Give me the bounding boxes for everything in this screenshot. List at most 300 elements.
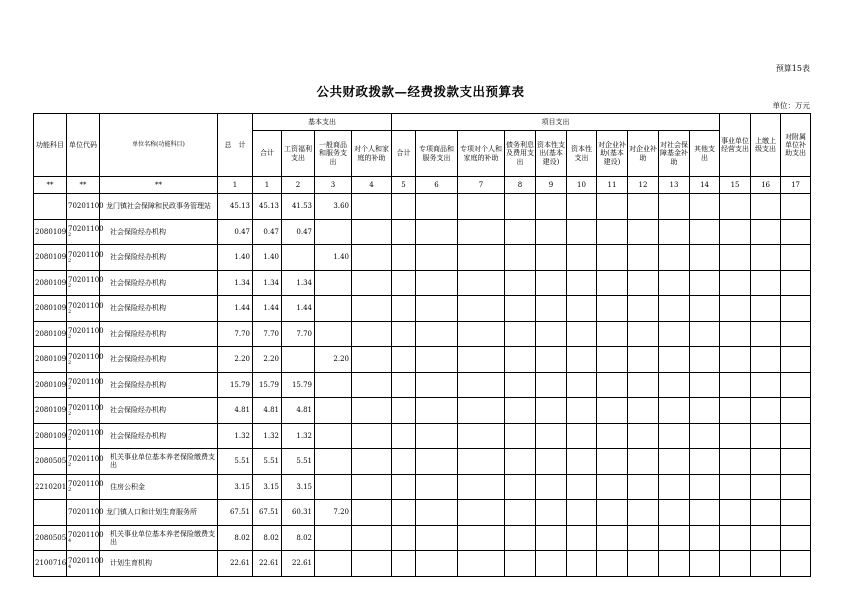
empty-cell — [567, 500, 597, 526]
func-code-cell — [34, 194, 67, 220]
unit-name-cell: 社会保险经办机构 — [100, 321, 218, 347]
total-cell: 4.81 — [218, 398, 253, 424]
unit-name-cell: 计划生育机构 — [100, 551, 218, 577]
empty-cell — [720, 449, 751, 475]
basic-total-cell: 1.40 — [253, 245, 282, 271]
basic-total-cell: 0.47 — [253, 219, 282, 245]
empty-cell — [751, 270, 781, 296]
header-unit-code: 单位代码 — [67, 114, 100, 177]
basic-total-cell: 67.51 — [253, 500, 282, 526]
unit-label: 单位：万元 — [772, 101, 810, 110]
column-index-cell: 11 — [597, 177, 628, 194]
table-row — [34, 500, 811, 526]
personal-subsidy-cell — [352, 296, 392, 322]
personal-subsidy-cell — [352, 398, 392, 424]
unit-code-cell: 70201100 2 — [67, 474, 100, 500]
func-code-cell: 2080109 — [34, 270, 67, 296]
column-index-cell: ** — [34, 177, 67, 194]
column-index-cell: 6 — [416, 177, 458, 194]
empty-cell — [458, 372, 505, 398]
header-upper-payment: 上缴上级支出 — [751, 114, 781, 177]
header-wage: 工资福利支出 — [282, 131, 315, 177]
personal-subsidy-cell — [352, 551, 392, 577]
header-project-expenditure: 项目支出 — [392, 114, 720, 131]
budget-table — [33, 113, 811, 577]
empty-cell — [536, 245, 567, 271]
table-row — [34, 423, 811, 449]
empty-cell — [659, 423, 690, 449]
empty-cell — [659, 398, 690, 424]
empty-cell — [628, 296, 659, 322]
personal-subsidy-cell — [352, 372, 392, 398]
func-code-cell: 2080109 — [34, 245, 67, 271]
empty-cell — [659, 219, 690, 245]
empty-cell — [597, 296, 628, 322]
table-row — [34, 321, 811, 347]
unit-name-cell: 龙门镇社会保障和民政事务管理站 — [100, 194, 218, 220]
wage-cell: 5.51 — [282, 449, 315, 475]
unit-name-cell: 机关事业单位基本养老保险缴费支出 — [100, 449, 218, 475]
empty-cell — [781, 296, 811, 322]
empty-cell — [567, 321, 597, 347]
empty-cell — [536, 423, 567, 449]
empty-cell — [751, 321, 781, 347]
table-row — [34, 245, 811, 271]
total-cell: 1.34 — [218, 270, 253, 296]
empty-cell — [720, 270, 751, 296]
unit-code-cell: 70201100 — [67, 500, 100, 526]
total-cell: 3.15 — [218, 474, 253, 500]
empty-cell — [505, 372, 536, 398]
basic-total-cell: 45.13 — [253, 194, 282, 220]
header-affiliated-subsidy: 对附属单位补助支出 — [781, 114, 811, 177]
func-code-cell: 2080505 — [34, 449, 67, 475]
unit-name-cell: 社会保险经办机构 — [100, 219, 218, 245]
empty-cell — [567, 347, 597, 373]
empty-cell — [416, 474, 458, 500]
column-index-cell: 1 — [253, 177, 282, 194]
func-code-cell: 2080505 — [34, 525, 67, 551]
empty-cell — [781, 551, 811, 577]
column-index-cell: 4 — [352, 177, 392, 194]
total-cell: 22.61 — [218, 551, 253, 577]
empty-cell — [567, 398, 597, 424]
header-enterprise-base: 对企业补助(基本建设) — [597, 131, 628, 177]
empty-cell — [536, 321, 567, 347]
header-basic-total: 合计 — [253, 131, 282, 177]
wage-cell: 0.47 — [282, 219, 315, 245]
empty-cell — [392, 194, 416, 220]
empty-cell — [659, 525, 690, 551]
empty-cell — [597, 525, 628, 551]
column-index-row — [34, 177, 811, 194]
column-index-cell: ** — [100, 177, 218, 194]
empty-cell — [416, 321, 458, 347]
total-cell: 8.02 — [218, 525, 253, 551]
total-cell: 1.44 — [218, 296, 253, 322]
goods-services-cell — [315, 270, 352, 296]
unit-name-cell: 社会保险经办机构 — [100, 296, 218, 322]
header-total: 总 计 — [218, 114, 253, 177]
wage-cell — [282, 245, 315, 271]
empty-cell — [505, 551, 536, 577]
personal-subsidy-cell — [352, 500, 392, 526]
total-cell: 15.79 — [218, 372, 253, 398]
header-other: 其他支出 — [690, 131, 720, 177]
empty-cell — [505, 398, 536, 424]
column-index-cell: 1 — [218, 177, 253, 194]
header-social-fund: 对社会保障基金补助 — [659, 131, 690, 177]
column-index-cell: 8 — [505, 177, 536, 194]
goods-services-cell: 2.20 — [315, 347, 352, 373]
empty-cell — [751, 525, 781, 551]
unit-name-cell: 机关事业单位基本养老保险缴费支出 — [100, 525, 218, 551]
empty-cell — [628, 219, 659, 245]
header-project-personal: 专项对个人和家庭的补助 — [458, 131, 505, 177]
empty-cell — [416, 372, 458, 398]
func-code-cell: 2210201 — [34, 474, 67, 500]
empty-cell — [536, 219, 567, 245]
empty-cell — [751, 500, 781, 526]
empty-cell — [720, 500, 751, 526]
empty-cell — [720, 423, 751, 449]
empty-cell — [720, 474, 751, 500]
empty-cell — [597, 449, 628, 475]
empty-cell — [392, 551, 416, 577]
column-index-cell: 3 — [315, 177, 352, 194]
empty-cell — [720, 219, 751, 245]
column-index-cell: 10 — [567, 177, 597, 194]
unit-name-cell: 社会保险经办机构 — [100, 270, 218, 296]
header-goods-services: 一般商品和服务支出 — [315, 131, 352, 177]
unit-code-cell: 70201100 2 — [67, 270, 100, 296]
empty-cell — [505, 219, 536, 245]
unit-code-cell: 70201100 2 — [67, 245, 100, 271]
empty-cell — [458, 500, 505, 526]
empty-cell — [628, 321, 659, 347]
goods-services-cell: 1.40 — [315, 245, 352, 271]
unit-name-cell: 社会保险经办机构 — [100, 423, 218, 449]
total-cell: 0.47 — [218, 219, 253, 245]
empty-cell — [690, 525, 720, 551]
empty-cell — [628, 500, 659, 526]
table-row — [34, 347, 811, 373]
empty-cell — [659, 372, 690, 398]
empty-cell — [720, 398, 751, 424]
personal-subsidy-cell — [352, 270, 392, 296]
empty-cell — [751, 296, 781, 322]
empty-cell — [597, 321, 628, 347]
empty-cell — [536, 525, 567, 551]
empty-cell — [628, 372, 659, 398]
header-project-goods: 专项商品和服务支出 — [416, 131, 458, 177]
empty-cell — [720, 194, 751, 220]
table-row — [34, 474, 811, 500]
empty-cell — [458, 321, 505, 347]
empty-cell — [505, 321, 536, 347]
column-index-cell: 17 — [781, 177, 811, 194]
func-code-cell: 2080109 — [34, 372, 67, 398]
header-func-code: 功能科目 — [34, 114, 67, 177]
empty-cell — [781, 525, 811, 551]
empty-cell — [781, 500, 811, 526]
total-cell: 5.51 — [218, 449, 253, 475]
wage-cell: 1.44 — [282, 296, 315, 322]
empty-cell — [536, 296, 567, 322]
empty-cell — [567, 449, 597, 475]
empty-cell — [597, 219, 628, 245]
empty-cell — [416, 194, 458, 220]
total-cell: 45.13 — [218, 194, 253, 220]
empty-cell — [416, 347, 458, 373]
empty-cell — [597, 423, 628, 449]
empty-cell — [781, 270, 811, 296]
empty-cell — [597, 347, 628, 373]
empty-cell — [628, 194, 659, 220]
empty-cell — [458, 449, 505, 475]
empty-cell — [597, 500, 628, 526]
basic-total-cell: 22.61 — [253, 551, 282, 577]
empty-cell — [416, 270, 458, 296]
empty-cell — [781, 219, 811, 245]
wage-cell: 1.32 — [282, 423, 315, 449]
basic-total-cell: 3.15 — [253, 474, 282, 500]
empty-cell — [567, 474, 597, 500]
func-code-cell: 2080109 — [34, 321, 67, 347]
total-cell: 7.70 — [218, 321, 253, 347]
table-row — [34, 270, 811, 296]
empty-cell — [567, 296, 597, 322]
empty-cell — [781, 321, 811, 347]
column-index-cell: 9 — [536, 177, 567, 194]
func-code-cell: 2080109 — [34, 347, 67, 373]
empty-cell — [720, 551, 751, 577]
basic-total-cell: 7.70 — [253, 321, 282, 347]
empty-cell — [392, 245, 416, 271]
empty-cell — [690, 372, 720, 398]
empty-cell — [458, 270, 505, 296]
unit-code-cell: 70201100 4 — [67, 551, 100, 577]
empty-cell — [392, 347, 416, 373]
column-index-cell: 15 — [720, 177, 751, 194]
empty-cell — [597, 245, 628, 271]
unit-code-cell: 70201100 2 — [67, 423, 100, 449]
empty-cell — [781, 372, 811, 398]
basic-total-cell: 8.02 — [253, 525, 282, 551]
empty-cell — [781, 347, 811, 373]
basic-total-cell: 1.34 — [253, 270, 282, 296]
goods-services-cell: 3.60 — [315, 194, 352, 220]
empty-cell — [392, 296, 416, 322]
empty-cell — [458, 347, 505, 373]
goods-services-cell — [315, 423, 352, 449]
empty-cell — [690, 500, 720, 526]
empty-cell — [458, 219, 505, 245]
column-index-cell: ** — [67, 177, 100, 194]
total-cell: 1.32 — [218, 423, 253, 449]
empty-cell — [458, 245, 505, 271]
empty-cell — [659, 245, 690, 271]
unit-name-cell: 社会保险经办机构 — [100, 398, 218, 424]
table-row — [34, 194, 811, 220]
table-row — [34, 449, 811, 475]
empty-cell — [751, 219, 781, 245]
goods-services-cell — [315, 321, 352, 347]
empty-cell — [416, 525, 458, 551]
column-index-cell: 12 — [628, 177, 659, 194]
empty-cell — [781, 245, 811, 271]
empty-cell — [392, 500, 416, 526]
empty-cell — [597, 194, 628, 220]
empty-cell — [659, 347, 690, 373]
empty-cell — [597, 270, 628, 296]
empty-cell — [458, 398, 505, 424]
empty-cell — [751, 423, 781, 449]
table-row — [34, 525, 811, 551]
empty-cell — [690, 398, 720, 424]
empty-cell — [567, 194, 597, 220]
unit-name-cell: 社会保险经办机构 — [100, 347, 218, 373]
empty-cell — [597, 551, 628, 577]
empty-cell — [567, 270, 597, 296]
personal-subsidy-cell — [352, 347, 392, 373]
empty-cell — [628, 423, 659, 449]
empty-cell — [628, 270, 659, 296]
empty-cell — [392, 398, 416, 424]
empty-cell — [392, 270, 416, 296]
empty-cell — [392, 525, 416, 551]
func-code-cell: 2080109 — [34, 296, 67, 322]
empty-cell — [458, 423, 505, 449]
empty-cell — [458, 474, 505, 500]
empty-cell — [781, 194, 811, 220]
column-index-cell: 16 — [751, 177, 781, 194]
empty-cell — [536, 474, 567, 500]
empty-cell — [458, 194, 505, 220]
unit-code-cell: 70201100 4 — [67, 525, 100, 551]
personal-subsidy-cell — [352, 245, 392, 271]
empty-cell — [416, 219, 458, 245]
wage-cell: 8.02 — [282, 525, 315, 551]
empty-cell — [505, 500, 536, 526]
empty-cell — [536, 449, 567, 475]
empty-cell — [659, 500, 690, 526]
unit-name-cell: 社会保险经办机构 — [100, 245, 218, 271]
empty-cell — [781, 398, 811, 424]
column-index-cell: 7 — [458, 177, 505, 194]
func-code-cell — [34, 500, 67, 526]
goods-services-cell — [315, 372, 352, 398]
goods-services-cell — [315, 525, 352, 551]
empty-cell — [690, 321, 720, 347]
empty-cell — [505, 245, 536, 271]
column-index-cell: 13 — [659, 177, 690, 194]
empty-cell — [567, 219, 597, 245]
unit-name-cell: 龙门镇人口和计划生育服务所 — [100, 500, 218, 526]
goods-services-cell — [315, 398, 352, 424]
basic-total-cell: 5.51 — [253, 449, 282, 475]
wage-cell: 7.70 — [282, 321, 315, 347]
header-project-total: 合计 — [392, 131, 416, 177]
column-index-cell: 14 — [690, 177, 720, 194]
table-row — [34, 398, 811, 424]
table-row — [34, 372, 811, 398]
empty-cell — [690, 219, 720, 245]
column-index-cell: 2 — [282, 177, 315, 194]
header-personal-subsidy: 对个人和家庭的补助 — [352, 131, 392, 177]
func-code-cell: 2100716 — [34, 551, 67, 577]
empty-cell — [416, 245, 458, 271]
empty-cell — [720, 347, 751, 373]
empty-cell — [392, 449, 416, 475]
func-code-cell: 2080109 — [34, 219, 67, 245]
empty-cell — [458, 551, 505, 577]
goods-services-cell: 7.20 — [315, 500, 352, 526]
goods-services-cell — [315, 219, 352, 245]
total-cell: 1.40 — [218, 245, 253, 271]
empty-cell — [567, 372, 597, 398]
unit-code-cell: 70201100 2 — [67, 321, 100, 347]
empty-cell — [536, 551, 567, 577]
empty-cell — [628, 525, 659, 551]
unit-code-cell: 70201100 2 — [67, 449, 100, 475]
empty-cell — [536, 398, 567, 424]
empty-cell — [720, 245, 751, 271]
empty-cell — [751, 551, 781, 577]
unit-code-cell: 70201100 2 — [67, 398, 100, 424]
empty-cell — [659, 270, 690, 296]
empty-cell — [690, 347, 720, 373]
header-basic-expenditure: 基本支出 — [253, 114, 392, 131]
table-row — [34, 296, 811, 322]
empty-cell — [392, 219, 416, 245]
unit-code-cell: 70201100 2 — [67, 347, 100, 373]
personal-subsidy-cell — [352, 449, 392, 475]
total-cell: 67.51 — [218, 500, 253, 526]
empty-cell — [505, 525, 536, 551]
empty-cell — [628, 551, 659, 577]
func-code-cell: 2080109 — [34, 398, 67, 424]
goods-services-cell — [315, 474, 352, 500]
empty-cell — [416, 449, 458, 475]
empty-cell — [751, 194, 781, 220]
empty-cell — [392, 474, 416, 500]
wage-cell: 4.81 — [282, 398, 315, 424]
empty-cell — [536, 194, 567, 220]
empty-cell — [659, 296, 690, 322]
empty-cell — [505, 296, 536, 322]
empty-cell — [751, 398, 781, 424]
basic-total-cell: 4.81 — [253, 398, 282, 424]
empty-cell — [567, 551, 597, 577]
unit-name-cell: 社会保险经办机构 — [100, 372, 218, 398]
empty-cell — [392, 321, 416, 347]
empty-cell — [416, 398, 458, 424]
empty-cell — [567, 423, 597, 449]
wage-cell: 41.53 — [282, 194, 315, 220]
page-title: 公共财政拨款—经费拨款支出预算表 — [316, 84, 525, 99]
wage-cell: 60.31 — [282, 500, 315, 526]
empty-cell — [659, 474, 690, 500]
unit-code-cell: 70201100 — [67, 194, 100, 220]
empty-cell — [597, 474, 628, 500]
empty-cell — [416, 551, 458, 577]
empty-cell — [505, 347, 536, 373]
goods-services-cell — [315, 551, 352, 577]
header-debt-interest: 债务利息及费用支出 — [505, 131, 536, 177]
goods-services-cell — [315, 296, 352, 322]
header-capital: 资本性支出 — [567, 131, 597, 177]
